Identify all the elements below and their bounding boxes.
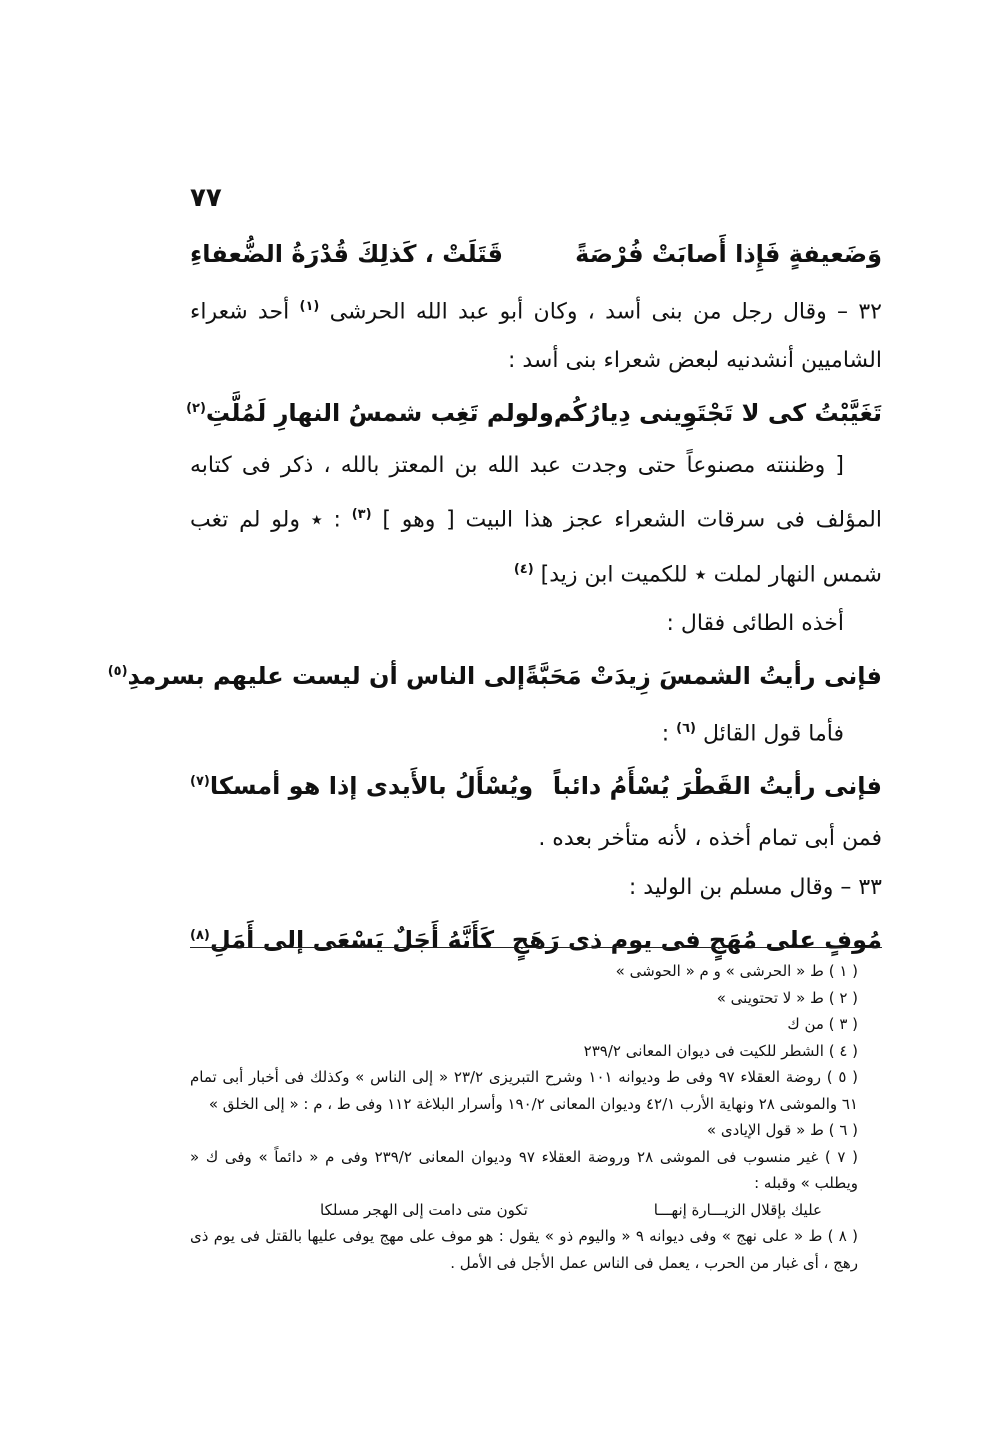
footnote-ref-6: (٦) [676,720,696,736]
footnote-8: ( ٨ ) ط « على نهج » وفى ديوانه ٩ « واليوم ذو » يقول : هو موف على مهج يوفى عليها بالقتل فى يوم ذى رهج ، أى غبار من الحرب ، يعمل فى الناس عمل الأجل فى الأمل . [190,1227,858,1272]
paragraph-qawl [190,704,882,758]
footnotes [190,958,882,1276]
paragraph-faman: فمن أبى تمام أخذه ، لأنه متأخر بعده . [538,826,882,852]
paragraph-ibn-almutazz [190,441,882,599]
paragraph-altai: أخذه الطائى فقال : [666,610,844,636]
verse-3-first-hemistich: فإنى رأيتُ الشمسَ زِيدَتْ مَحَبَّةً [525,661,882,690]
footnote-7-verse-second: تكون متى دامت إلى الهجر مسلكا [320,1200,528,1219]
main-text [107,226,882,968]
verse-2-second-hemistich [186,399,554,428]
paragraph-32-end: أحد شعراء الشاميين أنشدنيه لبعض شعراء بنى أسد : [190,299,882,374]
footnote-7-verse-first: عليك بإقلال الزيـــارة إنهـــا [653,1200,822,1219]
paragraph-32 [190,282,882,385]
footnote-2: ( ٢ ) ط « لا تحتوينى » [716,988,858,1007]
verse-4-second-hemistich [190,772,534,801]
paragraph-ibn-almutazz-mid: : ٭ ولو لم تغب شمس النهار لملت ٭ للكميت ابن زيد] [190,507,882,587]
footnote-1: ( ١ ) ط « الحرشى » و م « الحوشى » [615,962,858,980]
footnote-5: ( ٥ ) روضة العقلاء ٩٧ وفى ط وديوانه ١٠١ وشرح التبريزى ٢٣/٢ « إلى الناس » وكذلك فى أخبار أبى تمام ٦١ والموشى ٢٨ ونهاية الأرب ٤٢/١ وديوان المعانى ١٩٠/٢ وأسرار البلاغة ١١٢ وفى ط ، م : « إلى الخلق » [190,1068,859,1113]
verse-3 [107,648,882,704]
paragraph-ibn-almutazz-start: [ وظننته مصنوعاً حتى وجدت عبد الله بن المعتز بالله ، ذكر فى كتابه المؤلف فى سرقات الشعراء عجز هذا البيت [ وهو ] [190,453,882,533]
footnote-ref-4: (٤) [513,561,534,577]
verse-3-second-text: إلى الناس أن ليست عليهم بسرمدِ [127,661,526,690]
verse-5-second-hemistich [190,926,495,955]
page-number: ٧٧ [190,183,222,213]
verse-2 [186,385,882,441]
verse-1-second-hemistich: قَتَلَتْ ، كَذلِكَ قُدْرَةُ الضُّعفاءِ [190,240,503,268]
verse-4 [190,758,882,814]
paragraph-33: ٣٣ – وقال مسلم بن الوليد : [628,875,882,901]
verse-4-first-hemistich: فإنى رأيتُ القَطْرَ يُسْأَمُ دائباً [552,772,882,801]
verse-4-second-text: ويُسْأَلُ بالأَيدى إذا هو أمسكا [209,772,534,801]
verse-2-first-hemistich: تَغَيَّبْتُ كى لا تَجْتَوِينى دِيارُكُم [553,399,882,428]
footnote-3: ( ٣ ) من ك [787,1015,858,1033]
footnote-divider [190,947,882,948]
verse-5-second-text: كَأَنَّهُ أَجَلٌ يَسْعَى إلى أَمَلِ [209,926,495,955]
footnote-4: ( ٤ ) الشطر للكيت فى ديوان المعانى ٢٣٩/٢ [583,1041,858,1060]
footnote-ref-2: (٢) [186,401,206,417]
footnote-ref-5: (٥) [107,663,128,679]
footnote-7: ( ٧ ) غير منسوب فى الموشى ٢٨ وروضة العقلاء ٩٧ وديوان المعانى ٢٣٩/٢ وفى م « دائماً » وفى ك « ويطلب » وقبله : [190,1147,858,1192]
verse-1-first-hemistich: وَضَعيفةٍ فَإِذا أَصابَتْ فُرْصَةً [575,240,882,268]
footnote-ref-1: (١) [299,299,320,314]
verse-2-second-text: ولولم تَغِب شمسُ النهارِ لَمُلَّتِ [205,399,554,428]
footnote-7-verse [190,1197,882,1224]
footnote-ref-3: (٣) [351,507,372,523]
paragraph-32-start: ٣٢ – وقال رجل من بنى أسد ، وكان أبو عبد الله الحرشى [329,299,882,325]
paragraph-qawl-text: فأما قول القائل [703,721,844,747]
verse-3-second-hemistich [107,661,526,690]
footnote-6: ( ٦ ) ط « قول الإيادى » [706,1121,858,1139]
verse-1 [190,226,882,282]
footnote-ref-7: (٧) [190,774,210,790]
footnote-ref-8: (٨) [190,928,210,944]
verse-5-first-hemistich: مُوفٍ على مُهَجٍ فى يوم ذى رَهَجٍ [511,926,882,955]
paragraph-qawl-colon: : [661,721,670,747]
